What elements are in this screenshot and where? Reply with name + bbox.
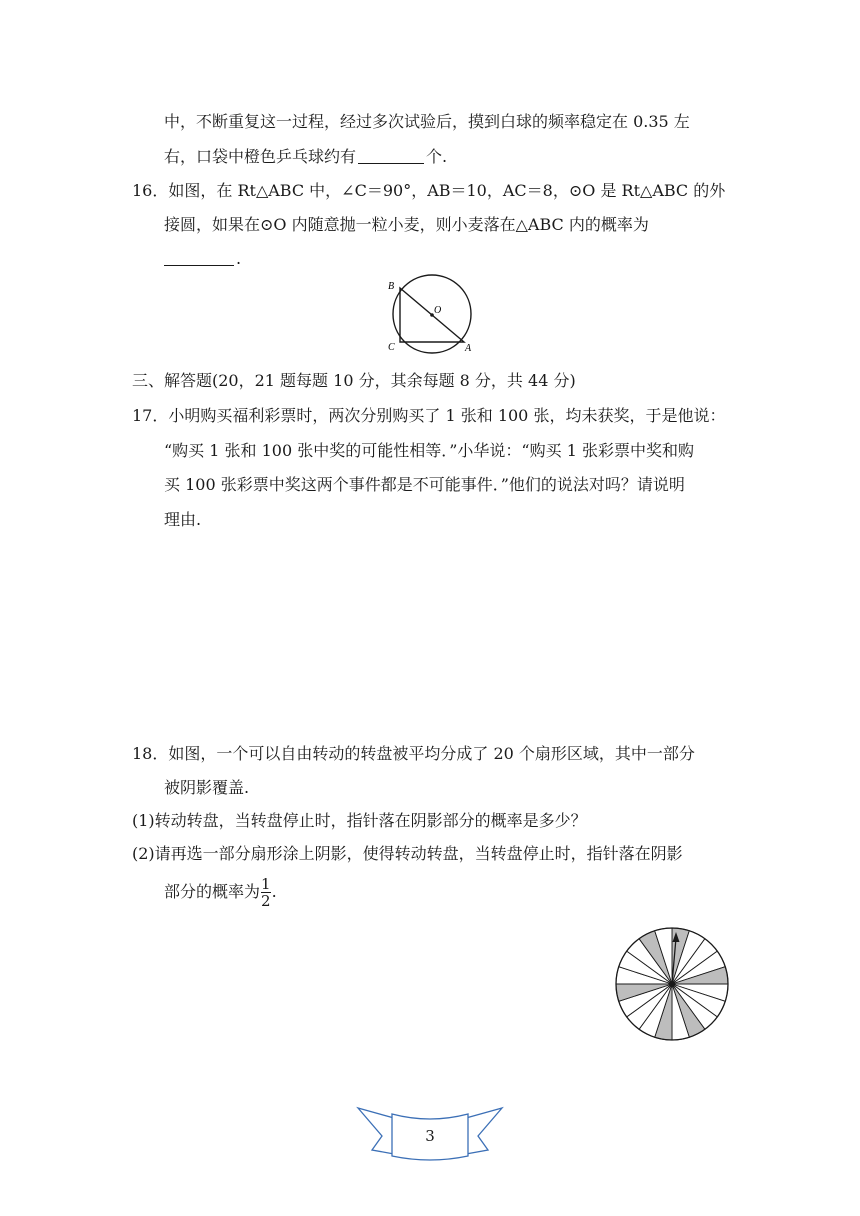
fraction-numerator: 1 (261, 875, 271, 893)
circle-triangle-figure (382, 272, 482, 358)
q15-line-1: 中，不断重复这一过程，经过多次试验后，摸到白球的频率稳定在 0.35 左 (164, 112, 690, 131)
q18-text-1: 如图，一个可以自由转动的转盘被平均分成了 20 个扇形区域，其中一部分 (168, 744, 695, 763)
q18-number: 18． (132, 744, 169, 763)
q15-line-2 (164, 145, 447, 169)
fraction-denominator: 2 (261, 892, 271, 910)
label-b: B (388, 281, 395, 292)
q17-line-1 (132, 404, 725, 428)
q16-line-1 (132, 179, 725, 203)
fraction-one-half (261, 876, 271, 909)
q16-text-1: 如图，在 Rt△ABC 中，∠C＝90°，AB＝10，AC＝8，⊙O 是 Rt△ABC 的外 (168, 181, 726, 200)
q17-line-4: 理由. (164, 510, 202, 529)
q16-line-2: 接圆，如果在⊙O 内随意抛一粒小麦，则小麦落在△ABC 内的概率为 (164, 215, 649, 234)
ribbon-right-tail (466, 1108, 502, 1154)
q18-part-2-end: . (271, 882, 277, 901)
q16-answer-blank[interactable] (164, 249, 234, 266)
label-a: A (465, 343, 472, 354)
q18-part-1: (1)转动转盘，当转盘停止时，指针落在阴影部分的概率是多少？ (132, 811, 587, 830)
q18-part-2-line-2 (164, 876, 277, 909)
q18-line-2: 被阴影覆盖. (164, 778, 250, 797)
q17-line-3: 买 100 张彩票中奖这两个事件都是不可能事件．”他们的说法对吗？请说明 (164, 475, 685, 494)
label-o: O (434, 305, 442, 316)
q16-number: 16． (132, 181, 169, 200)
q17-line-2: “购买 1 张和 100 张中奖的可能性相等．”小华说：“购买 1 张彩票中奖和购 (164, 441, 694, 460)
ribbon-left-tail (358, 1108, 394, 1154)
spinner-wheel (612, 924, 732, 1044)
section-3-title: 三、解答题(20，21 题每题 10 分，其余每题 8 分，共 44 分) (132, 371, 576, 390)
q17-text-1: 小明购买福利彩票时，两次分别购买了 1 张和 100 张，均未获奖，于是他说： (168, 406, 726, 425)
q16-line-3 (164, 247, 241, 271)
page-number: 3 (425, 1127, 435, 1145)
q18-part-2-text: 部分的概率为 (164, 882, 261, 901)
q15-line-2-text: 右，口袋中橙色乒乓球约有 (164, 147, 357, 166)
q18-part-2-line-1: (2)请再选一部分扇形涂上阴影，使得转动转盘，当转盘停止时，指针落在阴影 (132, 844, 683, 863)
q18-line-1 (132, 742, 695, 766)
q16-line-3-end: . (236, 249, 242, 268)
q17-number: 17． (132, 406, 169, 425)
label-c: C (388, 342, 395, 353)
q15-line-2-end: 个. (426, 147, 448, 166)
q15-answer-blank[interactable] (358, 147, 424, 164)
